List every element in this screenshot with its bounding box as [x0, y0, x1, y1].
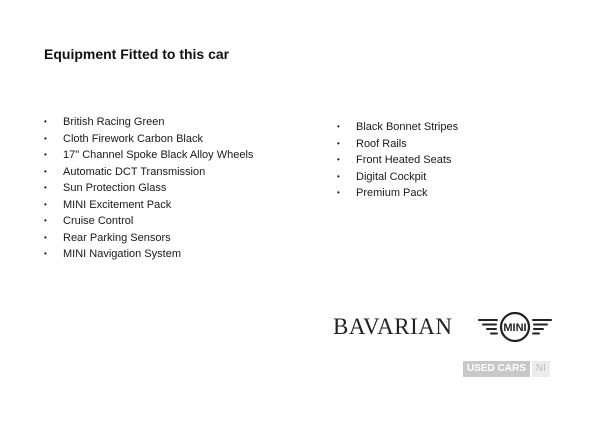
list-item: [337, 169, 458, 186]
equipment-list-right: [337, 119, 458, 202]
equipment-item: 17" Channel Spoke Black Alloy Wheels: [63, 149, 254, 161]
list-item: [44, 114, 253, 131]
badge-used-cars: USED CARS: [463, 361, 530, 377]
bullet-icon: •: [44, 216, 47, 225]
equipment-item: Black Bonnet Stripes: [356, 121, 459, 133]
equipment-item: MINI Navigation System: [63, 248, 181, 260]
list-item: [44, 246, 253, 263]
equipment-item: British Racing Green: [63, 116, 165, 128]
dealer-name: BAVARIAN: [333, 314, 453, 339]
equipment-list-left: [44, 114, 253, 263]
equipment-item: Automatic DCT Transmission: [63, 165, 206, 178]
list-item: [337, 152, 458, 169]
list-item: [44, 164, 253, 181]
list-item: [44, 180, 253, 197]
equipment-item: Cloth Firework Carbon Black: [63, 132, 203, 145]
equipment-item: Digital Cockpit: [356, 170, 427, 183]
bullet-icon: •: [337, 155, 340, 164]
list-item: [44, 147, 253, 164]
bullet-icon: •: [44, 133, 47, 143]
mini-logo-text: MINI: [503, 322, 527, 334]
list-item: [44, 131, 253, 148]
bullet-icon: •: [337, 122, 340, 131]
equipment-item: Sun Protection Glass: [63, 182, 167, 194]
bullet-icon: •: [44, 249, 47, 258]
equipment-item: Premium Pack: [356, 187, 428, 199]
bullet-icon: •: [44, 183, 47, 192]
equipment-item: Cruise Control: [63, 215, 134, 227]
bullet-icon: •: [337, 171, 340, 181]
dealer-logo: [333, 312, 558, 346]
equipment-item: Rear Parking Sensors: [63, 231, 171, 244]
used-cars-badge: [463, 361, 550, 377]
bullet-icon: •: [44, 232, 47, 242]
equipment-item: Roof Rails: [356, 137, 407, 150]
list-item: [44, 197, 253, 214]
bullet-icon: •: [44, 150, 47, 159]
bullet-icon: •: [44, 117, 47, 126]
equipment-item: Front Heated Seats: [356, 154, 452, 166]
list-item: [337, 185, 458, 202]
mini-wings-icon: [477, 312, 553, 342]
equipment-item: MINI Excitement Pack: [63, 198, 172, 211]
list-item: [337, 136, 458, 153]
bullet-icon: •: [44, 199, 47, 209]
page-title: Equipment Fitted to this car: [44, 46, 230, 62]
list-item: [44, 230, 253, 247]
badge-region: NI: [532, 361, 550, 377]
bullet-icon: •: [337, 188, 340, 197]
bullet-icon: •: [44, 166, 47, 176]
list-item: [337, 119, 458, 136]
bullet-icon: •: [337, 138, 340, 148]
list-item: [44, 213, 253, 230]
